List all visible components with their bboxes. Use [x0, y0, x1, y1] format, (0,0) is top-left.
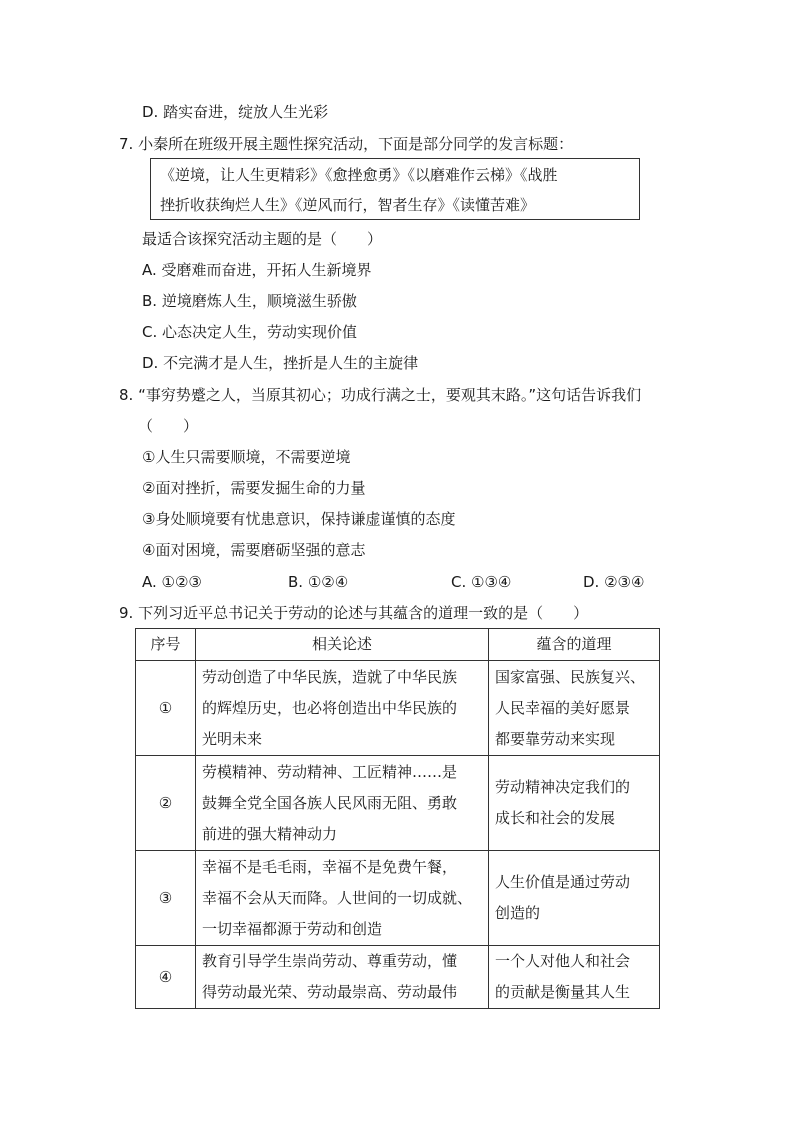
q8-item-1: ①人生只需要顺境，不需要逆境 — [142, 448, 351, 466]
q6-option-d: D. 踏实奋进，绽放人生光彩 — [142, 103, 329, 121]
q7-stem: 7. 小秦所在班级开展主题性探究活动，下面是部分同学的发言标题： — [119, 135, 574, 153]
row-statement: 劳动创造了中华民族，造就了中华民族 的辉煌历史，也必将创造出中华民族的 光明未来 — [202, 667, 458, 748]
q7-question: 最适合该探究活动主题的是（ ） — [142, 230, 383, 248]
q8-option-b: B. ①②④ — [288, 573, 349, 591]
row-number: ③ — [136, 851, 196, 946]
q8-stem: 8. “事穷势蹙之人，当原其初心；功成行满之士，要观其末路。”这句话告诉我们 — [119, 386, 642, 404]
q7-option-c: C. 心态决定人生，劳动实现价值 — [142, 323, 358, 341]
q7-box-line-2: 挫折收获绚烂人生》《逆风而行，智者生存》《读懂苦难》 — [160, 196, 536, 214]
q7-option-b: B. 逆境磨炼人生，顺境滋生骄傲 — [142, 292, 357, 310]
row-number: ① — [136, 661, 196, 756]
q8-option-d: D. ②③④ — [583, 573, 645, 591]
row-statement: 教育引导学生崇尚劳动、尊重劳动，懂 得劳动最光荣、劳动最崇高、劳动最伟 — [202, 952, 458, 1001]
header-number: 序号 — [136, 629, 196, 661]
q8-option-a: A. ①②③ — [142, 573, 202, 591]
row-principle: 劳动精神决定我们的 成长和社会的发展 — [495, 778, 631, 827]
q7-box-line-1: 《逆境，让人生更精彩》《愈挫愈勇》《以磨难作云梯》《战胜 — [160, 166, 558, 184]
q9-table — [135, 628, 660, 1009]
q8-item-2: ②面对挫折，需要发掘生命的力量 — [142, 479, 366, 497]
q7-option-a: A. 受磨难而奋进，开拓人生新境界 — [142, 261, 372, 279]
row-statement: 幸福不是毛毛雨，幸福不是免费午餐， 幸福不会从天而降。人世间的一切成就、 一切幸福都源于劳动和创造 — [202, 857, 473, 938]
row-number: ② — [136, 756, 196, 851]
row-statement: 劳模精神、劳动精神、工匠精神……是 鼓舞全党全国各族人民风雨无阻、勇敢 前进的强大精神动力 — [202, 762, 458, 843]
table-row — [136, 756, 660, 851]
q9-stem: 9. 下列习近平总书记关于劳动的论述与其蕴含的道理一致的是（ ） — [119, 604, 589, 622]
table-header-row — [136, 629, 660, 661]
table-row — [136, 946, 660, 1009]
q8-item-4: ④面对困境，需要磨砺坚强的意志 — [142, 541, 366, 559]
table-row — [136, 661, 660, 756]
header-statement: 相关论述 — [196, 629, 489, 661]
row-number: ④ — [136, 946, 196, 1009]
q8-answer-paren: （ ） — [138, 417, 199, 435]
row-principle: 人生价值是通过劳动 创造的 — [495, 873, 631, 922]
q7-title-box — [150, 158, 640, 220]
row-principle: 一个人对他人和社会 的贡献是衡量其人生 — [495, 952, 631, 1001]
row-principle: 国家富强、民族复兴、 人民幸福的美好愿景 都要靠劳动来实现 — [495, 667, 646, 748]
q8-item-3: ③身处顺境要有忧患意识，保持谦虚谨慎的态度 — [142, 510, 456, 528]
header-principle: 蕴含的道理 — [489, 629, 660, 661]
q8-option-c: C. ①③④ — [451, 573, 512, 591]
q7-option-d: D. 不完满才是人生，挫折是人生的主旋律 — [142, 354, 419, 372]
table-row — [136, 851, 660, 946]
